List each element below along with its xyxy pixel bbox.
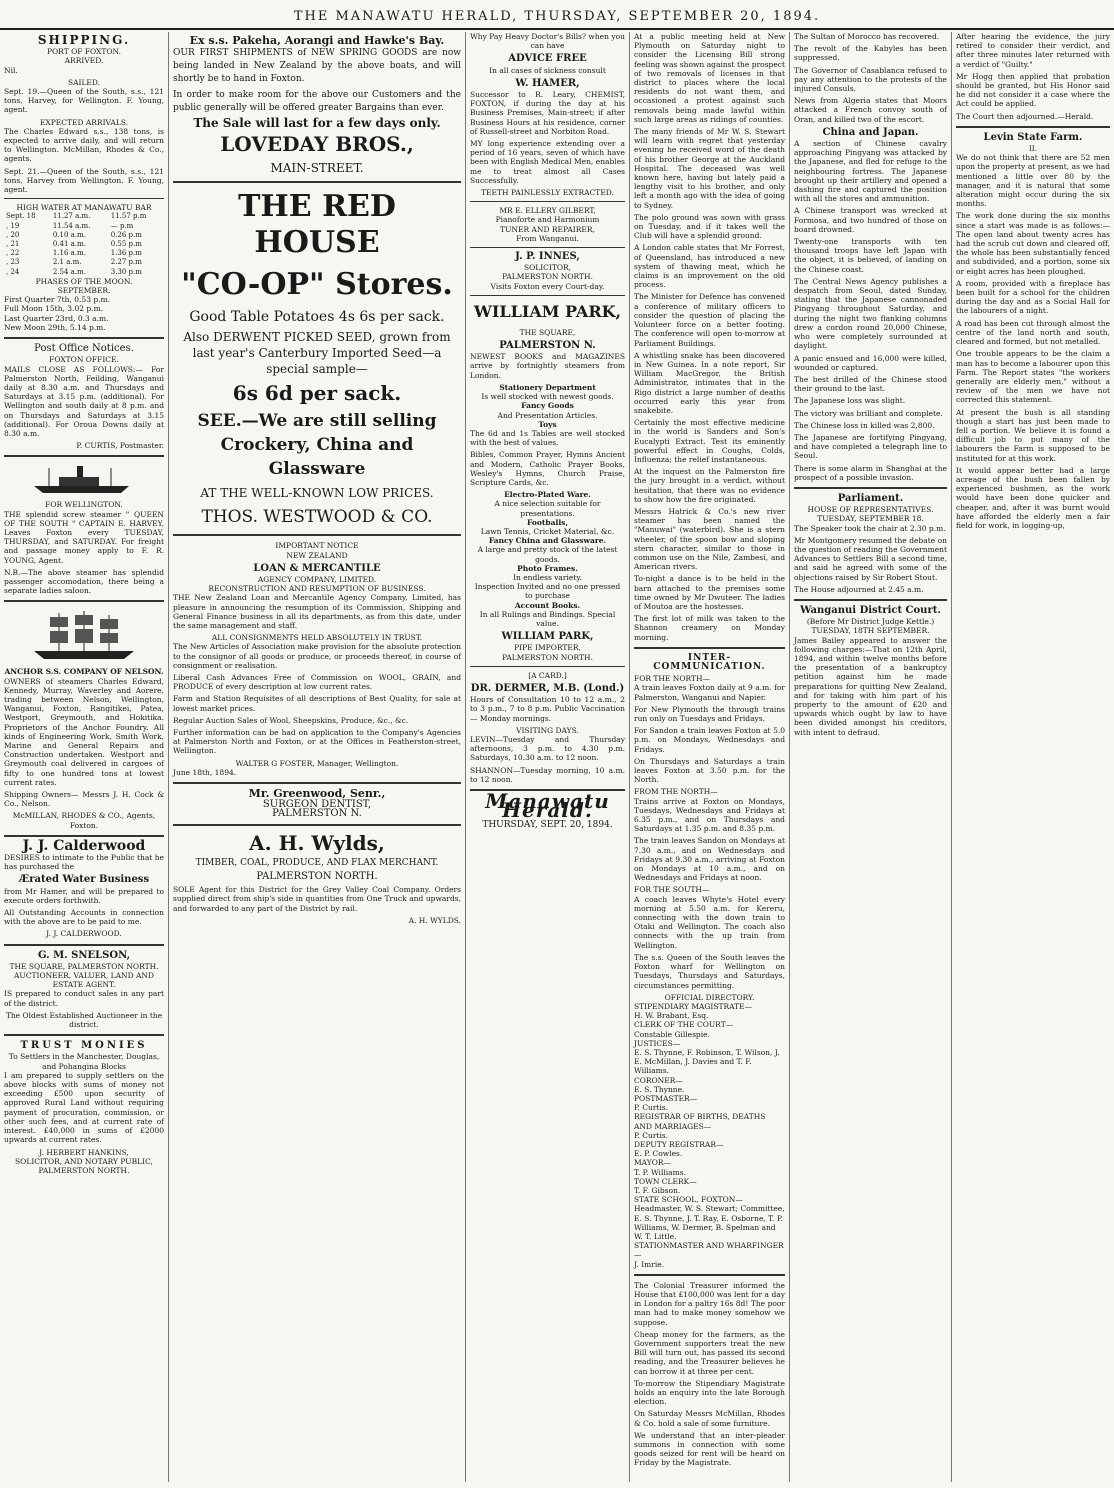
red-house-title: THE RED HOUSE — [238, 189, 396, 261]
from-north-label: FROM THE NORTH— — [634, 787, 718, 797]
tide-row — [4, 249, 164, 258]
parliament-date: TUESDAY, SEPTEMBER 18. — [817, 514, 924, 524]
justices-label: JUSTICES— — [634, 1038, 681, 1048]
levin-item: The work done during the six months since a start was made is as follows:—The open land about twenty acres has had the scrub cut down and cleared off, the whole has been substantially fenced and subdivided, and a portion, some six or eight acres has been ploughed. — [956, 211, 1110, 276]
gilbert-title: MR E. ELLERY GILBERT, — [499, 206, 596, 216]
anchor-agents: McMILLAN, RHODES & CO., Agents, Foxton. — [12, 811, 156, 830]
arrived-text: Nil. — [4, 65, 18, 75]
levin-item: We do not think that there are 52 men upon the property at present, as we had mentioned a little over 80 by the manager, and it is natural that some alteration might occur during the six months. — [956, 153, 1110, 209]
china-item: The Japanese are fortifying Pingyang, and have completed a telegraph line to Seoul. — [794, 432, 947, 461]
tide-cell: 1.36 p.m — [110, 249, 142, 258]
park-body: NEWEST BOOKS and MAGAZINES arrive by fortnightly steamers from London. — [470, 352, 625, 380]
south-2: The s.s. Queen of the South leaves the Foxton wharf for Wellington on Tuesdays, Thursdays and Saturdays, circumstances permitting. — [634, 952, 785, 990]
greenwood-title: Mr. Greenwood, Senr., — [248, 787, 386, 801]
north-4: On Thursdays and Saturdays a train leaves Foxton at 3.50 p.m. for the North. — [634, 756, 785, 785]
innes-role: SOLICITOR, — [523, 263, 572, 273]
news-item: The many friends of Mr W. S. Stewart will learn with regret that yesterday evening he received word of the death of his brother George at the Auckland Hospital. The deceased was well known here, having but lately paid a lengthy visit to his brother, and only left a month ago with the idea of going to Sydney. — [634, 127, 785, 210]
tide-row — [4, 268, 164, 277]
plated-body: A nice selection suitable for presentations. — [494, 499, 601, 518]
tide-cell: 0.26 p.m — [110, 230, 142, 239]
court-date: TUESDAY, 18TH SEPTEMBER. — [811, 626, 930, 636]
registrar-value: P. Curtis. — [634, 1130, 669, 1140]
news-item: A whistling snake has been discovered in New Guinea. In a note report, Sir William MacGregor, the British Administrator, intimates that in the Rigo district a large number of deaths occurred early this year from snakebite. — [634, 350, 785, 415]
loan-date: June 18th, 1894. — [173, 767, 237, 777]
moon-month: SEPTEMBER. — [57, 286, 111, 296]
gilbert-sub: Pianoforte and Harmonium — [495, 215, 600, 225]
news-item: The Court then adjourned.—Herald. — [956, 111, 1094, 121]
anchor-title: ANCHOR S.S. COMPANY OF NELSON. — [4, 667, 164, 677]
greenwood-place: PALMERSTON N. — [272, 808, 362, 820]
from-north-2: The train leaves Sandon on Mondays at 7.30 a.m., and on Wednesdays and Fridays at 9.30 a.m., arriving at Foxton on Mondays at 10 a.m., and on Wednesdays and Fridays at noon. — [634, 836, 785, 883]
plated-title: Electro-Plated Ware. — [504, 490, 591, 500]
loan-body5: Regular Auction Sales of Wool, Sheepskins, Produce, &c., &c. — [173, 715, 409, 725]
tide-cell: 0.55 p.m — [110, 240, 142, 249]
school-label: STATE SCHOOL, FOXTON— — [634, 1195, 743, 1205]
potatoes-line: Good Table Potatoes 4s 6s per sack. — [189, 309, 445, 326]
hamer-body2: MY long experience extending over a period of 16 years, seven of which have been with English Medical Men, enables me to treat almost all Cases Successfully. — [470, 139, 625, 185]
postmaster-label: POSTMASTER— — [634, 1093, 698, 1103]
sailed-label: SAILED. — [67, 77, 101, 87]
post-office-sub: FOXTON OFFICE. — [49, 355, 119, 365]
account-title: Account Books. — [514, 600, 581, 610]
levin-item: A road has been cut through almost the centre of the land north and south, cleared and formed, but not metalled. — [956, 318, 1110, 347]
wylds-title: A. H. Wylds, — [249, 830, 385, 855]
tide-cell: 11.57 p.m — [110, 212, 147, 221]
calderwood-body: DESIRES to intimate to the Public that he has purchased the — [4, 853, 164, 872]
tide-cell: Sept. 18 — [6, 212, 36, 221]
registrar-label: REGISTRAR OF BIRTHS, DEATHS AND MARRIAGES— — [634, 1112, 766, 1131]
tide-row — [4, 212, 164, 221]
tide-row — [4, 231, 164, 240]
loan-sign: WALTER G FOSTER, Manager, Wellington. — [235, 758, 399, 768]
herald-nameplate: Manawatu Herald. — [485, 789, 610, 823]
wylds-trade: TIMBER, COAL, PRODUCE, AND FLAX MERCHANT. — [195, 857, 439, 868]
moon-phase: First Quarter 7th, 0.53 p.m. — [4, 295, 111, 305]
tide-cell: 0.41 a.m. — [52, 240, 86, 249]
trust-sign3: PALMERSTON NORTH. — [38, 1165, 130, 1175]
parliament-item: The Speaker took the chair at 2.30 p.m. — [794, 523, 946, 533]
loan-body6: Further information can be had on application to the Company's Agencies at Palmerston North and Foxton, or at the Offices in Featherston-street, Wellington. — [173, 728, 461, 756]
levin-title: Levin State Farm. — [983, 131, 1083, 143]
wharf-value: J. Imrie. — [634, 1259, 665, 1269]
stationery-title: Stationery Department — [499, 382, 596, 392]
parliament-title: Parliament. — [837, 492, 904, 504]
south-1: A coach leaves Whyte's Hotel every morning at 5.50 a.m. for Kereru, connecting with the down train to Otaki and Wellington. The coach also connects with the up train from Wellington. — [634, 894, 785, 950]
south-label: FOR THE SOUTH— — [634, 885, 710, 895]
tide-cell: 3.30 p.m — [110, 267, 142, 276]
snelson-role: AUCTIONEER, VALUER, LAND AND ESTATE AGENT. — [14, 971, 154, 990]
post-office-sign: P. CURTIS, Postmaster. — [76, 441, 164, 451]
newspaper-columns — [0, 32, 1114, 1482]
column-6 — [951, 32, 1114, 1482]
parliament-item: The House adjourned at 2.45 a.m. — [794, 584, 924, 594]
levin-item: A room, provided with a fireplace has been built for a school for the children during the day and as a Social Hall for the labourers of a night. — [956, 278, 1110, 316]
news-item: At the inquest on the Palmerston fire the jury brought in a verdict, without hesitation, that there was no evidence to show how the fire originated. — [634, 467, 785, 504]
court-sub: (Before Mr District Judge Kettle.) — [806, 617, 935, 627]
loan-notice — [173, 541, 461, 925]
levin-item: At present the bush is all standing though a start has just been made to fell a portion. We believe it is found a difficult job to put many of the labourers the Farm is supposed to be instituted for at this work. — [956, 407, 1110, 463]
trust-sign: J. HERBERT HANKINS, — [39, 1147, 129, 1157]
china-item: A panic ensued and 16,000 were killed, wounded or captured. — [794, 353, 947, 372]
editorial-item: The Colonial Treasurer informed the House that £100,000 was lent for a day in London for a paltry 16s 8d! The poor man had to make money somehow we suppose. — [634, 1280, 785, 1327]
moon-phase: Full Moon 15th, 3.02 p.m. — [4, 304, 104, 314]
china-item: The victory was brilliant and complete. — [794, 408, 943, 418]
china-item: There is some alarm in Shanghai at the prospect of a possible invasion. — [794, 463, 947, 482]
levin-item: It would appear better had a large acreage of the bush been fallen by experienced bushmen, as the work would have been done quicker and cheaper, and, after it was burnt would have afforded the elderly men a fair field for work, in logging-up, — [956, 465, 1110, 530]
china-item: The Central News Agency publishes a despatch from Seoul, dated Sunday, stating that the Japanese cannonaded Pingyang throughout Saturday, and during the night two flanking columns drew a cordon round 20,000 Chinese, who were completely surrounded at daylight. — [794, 276, 947, 351]
coroner-value: E. S. Thynne. — [634, 1084, 685, 1094]
calderwood-accounts: All Outstanding Accounts in connection with the above are to be paid to me. — [4, 908, 164, 927]
snelson-sub: THE SQUARE, PALMERSTON NORTH. — [9, 961, 159, 971]
news-item: To-night a dance is to be held in the barn attached to the premises some time owned by Mr Dwuteer. The ladies of Moutoa are the hostesses. — [634, 574, 785, 611]
loan-sub: AGENCY COMPANY, LIMITED. — [257, 575, 377, 585]
justices-value: E. S. Thynne, F. Robinson, T. Wilson, J. E. McMillan, J. Davies and T. F. Williams. — [634, 1047, 780, 1076]
post-office-body: MAILS CLOSE AS FOLLOWS:— For Palmerston North, Feilding, Wanganui daily at 8.30 a.m. and Thursdays and Saturdays at 3.15 p.m. (additional). For Wellington and south daily at 8 p.m. and on Thursdays and Saturdays at 3.15 (additional). For Oroua Downs daily at 8.30 a.m. — [4, 364, 164, 438]
toys-body: The 6d and 1s Tables are well stocked with the best of values. — [470, 428, 625, 448]
trust-sign2: SOLICITOR, AND NOTARY PUBLIC, — [15, 1156, 153, 1166]
school-value: Headmaster, W. S. Stewart; Committee, E. S. Thynne, J. T. Ray, E. Osborne, T. P. Williams, W. Dermer, B. Spelman and W. T. Little. — [634, 1204, 785, 1241]
court-title: Wanganui District Court. — [800, 604, 941, 616]
see-line: SEE.—We are still selling Crockery, China and Glassware — [197, 411, 437, 480]
sailed-text: Sept. 19.—Queen of the South, s.s., 121 tons, Harvey, for Wellington. F. Young, agent. — [4, 87, 164, 115]
innes-title: J. P. INNES, — [515, 251, 580, 263]
snelson-oldest: The Oldest Established Auctioneer in the district. — [5, 1010, 163, 1030]
news-item: The Governor of Casablanca refused to pay any attention to the protests of the injured Consuls. — [794, 65, 947, 94]
levin-number: II. — [1028, 144, 1038, 154]
china-item: Twenty-one transports with ten thousand troops have left Japan with the object, it is believed, of landing on the Chinese coast. — [794, 237, 947, 274]
anchor-owners: Shipping Owners— Messrs J. H. Cock & Co., Nelson. — [4, 790, 164, 809]
doctor-question: Why Pay Heavy Doctor's Bills? when you can have — [470, 32, 625, 51]
mayor-value: T. P. Williams. — [634, 1167, 686, 1177]
north-2: For New Plymouth the through trains run only on Tuesdays and Fridays. — [634, 704, 785, 724]
clerk-label: CLERK OF THE COURT— — [634, 1020, 734, 1030]
news-item: Mr Hogg then applied that probation should be granted, but His Honor said he did not consider it a case where the Act could be applied. — [956, 71, 1110, 109]
tide-table — [4, 212, 164, 276]
column-1 — [0, 32, 168, 1482]
herald-date: THURSDAY, SEPT. 20, 1894. — [482, 820, 613, 831]
hamer-title: W. HAMER, — [515, 77, 580, 89]
wharf-label: STATIONMASTER AND WHARFINGER— — [634, 1241, 784, 1260]
levin-hours: LEVIN—Tuesday and Thursday afternoons, 3 p.m. to 4.30 p.m. Saturdays, 10.30 a.m. to 12 noon. — [470, 735, 625, 763]
innes-place: PALMERSTON NORTH. — [502, 272, 593, 282]
column-3 — [465, 32, 629, 1482]
china-japan-title: China and Japan. — [822, 126, 919, 138]
port-label: PORT OF FOXTON. — [46, 47, 121, 57]
news-item: The first lot of milk was taken to the Shannon creamery on Monday morning. — [634, 614, 785, 642]
low-prices: AT THE WELL-KNOWN LOW PRICES. — [200, 486, 434, 501]
post-office-title: Post Office Notices. — [34, 343, 134, 355]
editorial-item: We understand that an inter-pleader summons in connection with some goods seized for rent will be heard on Friday by the Magistrate. — [634, 1430, 785, 1468]
park-square: THE SQUARE, — [519, 327, 576, 337]
deputy-value: E. P. Cowles. — [634, 1149, 683, 1159]
china-body: A large and pretty stock of the latest goods. — [477, 545, 618, 564]
stipendiary-label: STIPENDIARY MAGISTRATE— — [634, 1001, 753, 1011]
column-4 — [629, 32, 789, 1482]
town-clerk-label: TOWN CLERK— — [634, 1176, 697, 1186]
tide-cell: 1.16 a.m. — [52, 249, 86, 258]
hamer-body: Successor to R. Leary, CHEMIST, FOXTON, if during the day at his Business Premises, Main-street; if after Business Hours at his residence, corner of Russell-street and Norbiton Road. — [470, 90, 625, 136]
editorial-item: To-morrow the Stipendiary Magistrate holds an enquiry into the late Borough election. — [634, 1378, 785, 1407]
shipping-title: SHIPPING. — [37, 33, 131, 47]
football-body: Lawn Tennis, Cricket Material, &c. — [480, 526, 615, 536]
loan-body3: Liberal Cash Advances Free of Commission on WOOL, GRAIN, and PRODUCE of every description at low current rates. — [173, 673, 461, 692]
arrived-label: ARRIVED. — [64, 56, 104, 66]
town-clerk-value: T. F. Gibson. — [634, 1185, 681, 1195]
dermer-title: DR. DERMER, M.B. (Lond.) — [470, 682, 625, 694]
clerk-value: Constable Gillespie. — [634, 1029, 710, 1039]
pakeha-title: Ex s.s. Pakeha, Aorangi and Hawke's Bay. — [189, 34, 445, 47]
toys-title: Toys — [538, 419, 557, 429]
sailing-ship-icon — [24, 607, 144, 663]
tide-cell: , 24 — [6, 267, 20, 276]
snelson-title: G. M. SNELSON, — [37, 949, 131, 961]
deputy-label: DEPUTY REGISTRAR— — [634, 1139, 724, 1149]
loan-body: THE New Zealand Loan and Mercantile Agency Company, Limited, has pleasure in announcing the resumption of its Commission, Shipping and General Finance business in all its departments, as from this date, under the same management and staff. — [173, 593, 461, 631]
anchor-body: OWNERS of steamers Charles Edward, Kennedy, Murray, Waverley and Aorere, trading between Nelson, Wellington, Wanganui, Foxton, Rangitikei, Patea, Westport, Greymouth, and Hokitika. Proprietors of the Anchor Foundry. All kinds of Engineering Work, Smith Work, Marine and General Repairs and Construction undertaken. Westport and Greymouth coal delivered in cargoes of fifty to one hundred tons at lowest current rates. — [4, 676, 164, 787]
tide-cell: , 22 — [6, 249, 20, 258]
tide-cell: 11.54 a.m. — [52, 221, 91, 230]
parliament-sub: HOUSE OF REPRESENTATIVES. — [807, 505, 934, 515]
wylds-place: PALMERSTON NORTH. — [256, 870, 378, 882]
steamer-icon — [29, 462, 139, 496]
high-water-title: HIGH WATER AT MANAWATU BAR — [16, 203, 152, 213]
trust-body: I am prepared to supply settlers on the above blocks with sums of money not exceeding £500 upon security of approved Rural Land without requiring payment of procuration, commission, or other such fees, and at current rate of interest. £40,000 in sums of £2000 upwards at current rates. — [4, 1070, 164, 1145]
inter-title: INTER-COMMUNICATION. — [653, 652, 766, 672]
editorial-item: On Saturday Messrs McMillan, Rhodes & Co. hold a sale of some furniture. — [634, 1409, 785, 1428]
parliament-item: Mr Montgomery resumed the debate on the question of reading the Government Advances to Settlers Bill a second time, and said he agreed with some of the objections raised by Sir Robert Stout. — [794, 535, 947, 582]
moon-title: PHASES OF THE MOON. — [35, 276, 133, 286]
park2-place: PALMERSTON NORTH. — [502, 652, 593, 662]
news-item: After hearing the evidence, the jury retired to consider their verdict, and after three minutes later returned with a verdict of "Guilty." — [956, 32, 1110, 69]
court-item: James Bailey appeared to answer the following charges:—That on 12th April, 1894, and within twelve months before the presentation of a bankruptcy petition against him he made preparations for quitting New Zealand, and for taking with him part of his property to the amount of £20 and upwards which ought by law to have been divided amongst his creditors, with intent to defraud. — [794, 635, 947, 737]
china-item: The best drilled of the Chinese stood their ground to the last. — [794, 374, 947, 394]
loveday-street: MAIN-STREET. — [270, 161, 364, 176]
moon-phase: New Moon 29th, 5.14 p.m. — [4, 322, 106, 332]
tide-cell: 11.27 a.m. — [52, 212, 91, 221]
tide-row — [4, 240, 164, 249]
inspection-line: Inspection Invited and no one pressed to purchase — [474, 582, 621, 601]
trust-sub: To Settlers in the Manchester, Douglas, and Pohangina Blocks — [8, 1052, 160, 1071]
calderwood-title: J. J. Calderwood — [22, 837, 146, 854]
photo-body: In endless variety. — [513, 572, 582, 582]
wellington-body: THE splendid screw steamer " QUEEN OF THE SOUTH " CAPTAIN E. HARVEY, Leaves Foxton every TUESDAY, THURSDAY, and SATURDAY. For freight and passage money apply to F. R. YOUNG, Agent. — [4, 509, 164, 565]
park2-title: WILLIAM PARK, — [501, 631, 594, 643]
bibles-body: Bibles, Common Prayer, Hymns Ancient and Modern, Catholic Prayer Books, Wesley's Hymns, Church Praise, Scripture Cards, &c. — [470, 450, 625, 487]
news-item: News from Algeria states that Moors attacked a French convoy south of Oran, and killed two of the escort. — [794, 96, 947, 124]
news-item: The polo ground was sown with grass on Tuesday, and if it takes well the Club will have a splendid ground. — [634, 212, 785, 241]
news-item: The Sultan of Morocco has recovered. — [794, 32, 940, 41]
coroner-label: CORONER— — [634, 1075, 683, 1085]
price-line: 6s 6d per sack. — [232, 381, 402, 406]
loan-body2: The New Articles of Association make provision for the absolute protection to the consignor of all goods or produce, or proceeds thereof, in course of consignment or realisation. — [173, 642, 461, 670]
tide-row — [4, 258, 164, 267]
expected-2: Sept. 21.—Queen of the South, s.s., 121 tons, Harvey from Wellington. F. Young, agent. — [4, 166, 164, 195]
greenwood-role: SURGEON DENTIST, — [262, 799, 372, 811]
visiting-title: VISITING DAYS. — [516, 725, 579, 735]
account-body: In all Rulings and Bindings. Special value. — [479, 609, 616, 628]
wellington-title: FOR WELLINGTON. — [45, 500, 123, 510]
tide-cell: 2.1 a.m. — [52, 258, 82, 267]
calderwood-sign: J. J. CALDERWOOD. — [46, 929, 122, 939]
column-5 — [789, 32, 951, 1482]
levin-item: One trouble appears to be the claim a man has to become a labourer upon this Farm. The Report states "the workers generally are elderly men," without a review of the men we have not corrected this statement. — [956, 349, 1110, 405]
tide-cell: 2.54 a.m. — [52, 267, 86, 276]
pakeha-body: OUR FIRST SHIPMENTS of NEW SPRING GOODS are now being landed in New Zealand by the above boats, and will shortly be to hand in Foxton. — [173, 48, 461, 85]
photo-title: Photo Frames. — [517, 563, 578, 573]
expected-label: EXPECTED ARRIVALS. — [39, 117, 129, 127]
loan-name: LOAN & MERCANTILE — [253, 562, 381, 574]
wellington-nb: N.B.—The above steamer has splendid passenger accomodation, there being a separate ladies saloon. — [4, 567, 164, 596]
tide-cell: , 23 — [6, 258, 20, 267]
news-item: At a public meeting held at New Plymouth on Saturday night to consider the Licensing Bill strong feeling was shown against the prospect of two removals of licenses in that district to places where the local residents do not want them, and occasioned a protest against such removals being made lawful within such large areas as ridings of counties. — [634, 32, 785, 124]
loan-recon: RECONSTRUCTION AND RESUMPTION OF BUSINESS. — [208, 584, 426, 594]
park-place: PALMERSTON N. — [499, 340, 596, 352]
expected-1: The Charles Edward s.s., 138 tons, is expected to arrive daily, and will return to Wellington. McMillan, Rhodes & Co., agents. — [4, 126, 164, 164]
news-item: The revolt of the Kabyles has been suppressed. — [794, 44, 947, 63]
official-title: OFFICIAL DIRECTORY. — [664, 992, 755, 1002]
park2-role: PIPE IMPORTER, — [514, 643, 581, 653]
stipendiary-value: H. W. Brabant, Esq. — [634, 1011, 709, 1021]
dermer-body: Hours of Consultation 10 to 12 a.m., 2 to 3 p.m., 7 to 8 p.m. Public Vaccination — Monday mornings. — [470, 695, 625, 723]
tide-cell: — p.m — [110, 221, 134, 230]
stationery-body: Is well stocked with newest goods. — [481, 392, 614, 402]
gilbert-role: TUNER AND REPAIRER, — [500, 224, 595, 234]
postmaster-value: P. Curtis. — [634, 1103, 669, 1113]
news-item: Messrs Hatrick & Co.'s new river steamer has been named the "Manuwai" (waterbird). She is a stern wheeler, of the spoon bow and sloping stern character, similar to those in common use on the Nile, Zambesi, and American rivers. — [634, 506, 785, 572]
football-title: Footballs, — [526, 517, 569, 527]
advice-sub: In all cases of sickness consult — [489, 65, 606, 75]
tide-cell: , 21 — [6, 240, 20, 249]
masthead: THE MANAWATU HERALD, THURSDAY, SEPTEMBER 20, 1894. — [0, 0, 1114, 30]
coop-title: "CO-OP" Stores. — [181, 267, 453, 303]
tide-row — [4, 222, 164, 231]
calderwood-bold: Ærated Water Business — [18, 874, 150, 886]
loveday-title: LOVEDAY BROS., — [220, 132, 414, 157]
trust-title: TRUST MONIES — [20, 1040, 148, 1052]
tide-cell: 2.27 p.m — [110, 258, 142, 267]
news-item: The Minister for Defence has convened a conference of military officers to consider the question of placing the Volunteer force on a better footing. The conference will open to-morrow at Parliament Buildings. — [634, 292, 785, 348]
north-label: FOR THE NORTH— — [634, 674, 711, 684]
snelson-body: IS prepared to conduct sales in any part of the district. — [4, 989, 164, 1008]
news-item: Certainly the most effective medicine in the world is Sanders and Son's Eucalypti Extract. Test its eminently powerful effect in Coughs, Colds, Influenza; the relief instantaneous. — [634, 418, 785, 464]
moon-phase: Last Quarter 23rd, 0.3 a.m. — [4, 313, 109, 323]
tide-cell: , 19 — [6, 221, 20, 230]
derwent-line: Also DERWENT PICKED SEED, grown from last year's Canterbury Imported Seed—a special sample— — [183, 330, 451, 377]
china-item: A Chinese transport was wrecked at Formosa, and two hundred of those on board drowned. — [794, 206, 947, 234]
notice-label: IMPORTANT NOTICE — [275, 541, 359, 551]
china-title: Fancy China and Glassware. — [488, 536, 607, 546]
china-item: The Chinese loss in killed was 2,800. — [794, 420, 935, 430]
fancy-body: And Presentation Articles. — [497, 410, 598, 420]
loan-body4: Farm and Station Requisites of all descriptions of Best Quality, for sale at lowest market prices. — [173, 694, 461, 713]
news-item: A London cable states that Mr Forrest, of Queensland, has introduced a new system of thawing meat, which he claims is an improvement on the old process. — [634, 243, 785, 290]
calderwood-body2: from Mr Hamer, and will be prepared to execute orders forthwith. — [4, 886, 164, 905]
north-1: A train leaves Foxton daily at 9 a.m. for Palmerston, Wanganui and Napier. — [634, 683, 785, 702]
gilbert-place: From Wanganui. — [516, 233, 579, 243]
teeth-line: TEETH PAINLESSLY EXTRACTED. — [481, 188, 614, 198]
editorial-item: Cheap money for the farmers, as the Government supporters treat the new Bill will turn out, has passed its second reading, and the Treasurer believes he can borrow it at three per cent. — [634, 1329, 785, 1376]
mayor-label: MAYOR— — [634, 1158, 672, 1168]
pakeha-body2: In order to make room for the above our Customers and the public generally will be offered greater Bargains than ever. — [173, 90, 461, 114]
shannon-hours: SHANNON—Tuesday morning, 10 a.m. to 12 noon. — [470, 765, 625, 784]
north-3: For Sandon a train leaves Foxton at 5.0 p.m. on Mondays, Wednesdays and Fridays. — [634, 726, 785, 754]
from-north-1: Trains arrive at Foxton on Mondays, Tuesdays, Wednesdays and Fridays at 6.35 p.m., and on Thursdays and Saturdays at 1.35 p.m. and 8.35 p.m. — [634, 796, 785, 834]
card-label: [A CARD.] — [528, 670, 567, 680]
loan-consign: ALL CONSIGNMENTS HELD ABSOLUTELY IN TRUST. — [211, 633, 423, 643]
westwood-name: THOS. WESTWOOD & CO. — [201, 507, 433, 528]
wylds-sign: A. H. WYLDS. — [408, 915, 461, 925]
advice-title: ADVICE FREE — [508, 53, 587, 65]
wylds-body: SOLE Agent for this District for the Grey Valley Coal Company. Orders supplied direct from ship's side in quantities from One Truck and upwards, and forwarded to any part of the District by rail. — [173, 885, 461, 913]
china-item: The Japanese loss was slight. — [794, 396, 906, 406]
fancy-title: Fancy Goods — [521, 401, 574, 411]
tide-cell: 0.10 a.m. — [52, 230, 86, 239]
sale-line: The Sale will last for a few days only. — [193, 116, 441, 131]
innes-visit: Visits Foxton every Court-day. — [490, 281, 605, 291]
tide-cell: , 20 — [6, 230, 20, 239]
loan-title: NEW ZEALAND — [286, 550, 348, 560]
column-2 — [168, 32, 465, 1482]
china-item: A section of Chinese cavalry approaching Pingyang was attacked by the Japanese, and fled for refuge to the neighbouring fortress. The Japanese brought up their artillery and opened a dashing fire and captured the position with all the stores and ammunition. — [794, 139, 947, 204]
park-title: WILLIAM PARK, — [473, 301, 622, 321]
